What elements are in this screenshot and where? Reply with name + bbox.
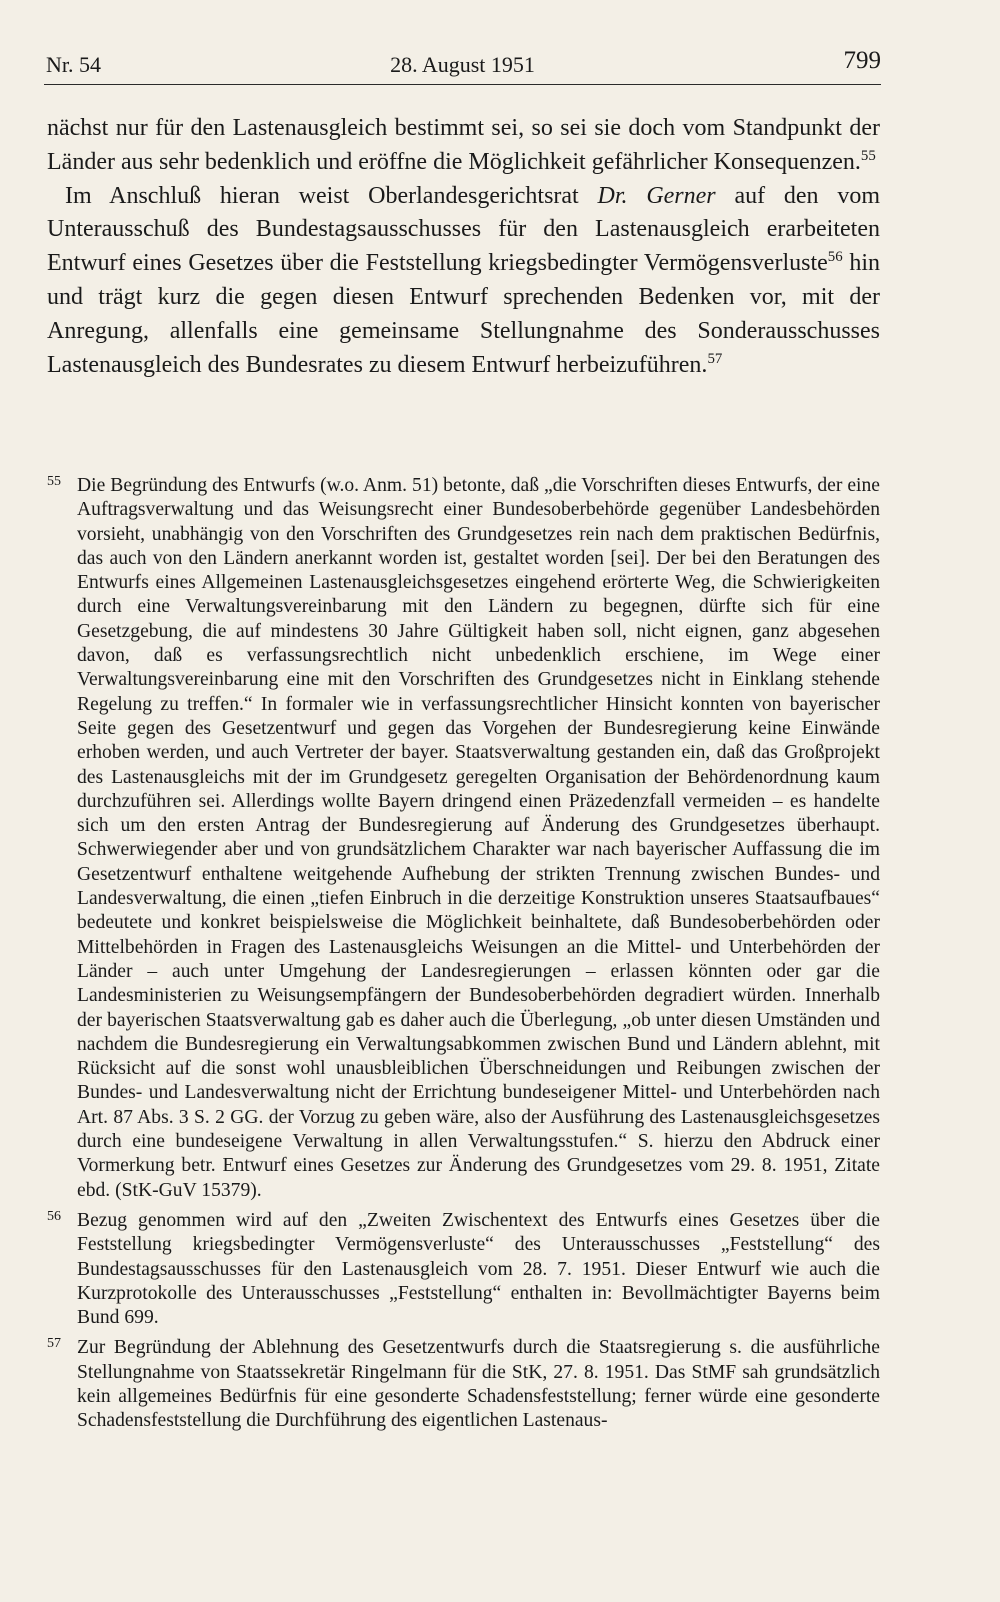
footnote-56 xyxy=(47,1209,880,1330)
footnote-55 xyxy=(47,474,880,1203)
paragraph-2 xyxy=(47,180,880,383)
running-header xyxy=(44,38,881,85)
paragraph-2-lead: Im Anschluß hieran weist Oberlandesgerichtsrat xyxy=(65,182,598,209)
document-number: Nr. 54 xyxy=(46,52,101,77)
footnote-ref-55: 55 xyxy=(860,147,876,164)
paragraph-2-tail: hin und trägt kurz die gegen diesen Entwurf sprechenden Bedenken vor, mit der Anregung, allenfalls eine gemeinsame Stellungnahme des Sonderausschusses Lastenausgleich des Bundesrates zu diesem Entwurf herbeizuführen. xyxy=(47,250,881,378)
footnote-ref-57: 57 xyxy=(707,350,723,367)
footnote-ref-56: 56 xyxy=(827,248,843,265)
footnote-text: Die Begründung des Entwurfs (w.o. Anm. 51) betonte, daß „die Vorschriften dieses Entwurfs, der eine Auftragsverwaltung und das Weisungsrecht einer Bundesoberbehörde gegenüber Landesbehörden vorsieht, unabhängig von den Vorschriften des Grundgesetzes rein nach dem praktischen Bedürfnis, das auch von den Ländern anerkannt worden ist, gestaltet worden [sei]. Der bei den Beratungen des Entwurfs eines Allgemeinen Lastenausgleichsgesetzes eingehend erörterte Weg, die Schwierigkeiten durch eine Verwaltungsvereinbarung mit den Ländern zu begegnen, dürfte sich für eine Gesetzgebung, die auf mindestens 30 Jahre Gültigkeit haben soll, nicht eignen, ganz abgesehen davon, daß es verfassungsrechtlich nicht unbedenklich erschiene, im Wege einer Verwaltungsvereinbarung eine mit den Vorschriften des Grundgesetzes nicht in Einklang stehende Regelung zu treffen.“ In formaler wie in verfassungsrechtlicher Hinsicht konnten von bayerischer Seite gegen des Gesetzentwurf und gegen das Vorgehen der Bundesregierung keine Einwände erhoben werden, und auch Vertreter der bayer. Staatsverwaltung gestanden ein, daß das Großprojekt des Lastenausgleichs mit der im Grundgesetz geregelten Organisation der Behördenordnung kaum durchzuführen sei. Allerdings wollte Bayern dringend einen Präzedenzfall vermeiden – es handelte sich um den ersten Antrag der Bundesregierung auf Änderung des Grundgesetzes überhaupt. Schwerwiegender aber und von grundsätzlichem Charakter war nach bayerischer Auffassung die im Gesetzentwurf enthaltene weitgehende Aufhebung der strikten Trennung zwischen Bundes- und Landesverwaltung, die einen „tiefen Einbruch in die derzeitige Konstruktion unseres Staatsaufbaues“ bedeutete und konkret beispielsweise die Möglichkeit beinhaltete, daß Bundesoberbehörden oder Mittelbehörden in Fragen des Lastenausgleichs Weisungen an die Mittel- und Unterbehörden der Länder – auch unter Umgehung der Landesregierungen – erlassen könnten oder gar die Landesministerien zu Weisungsempfängern der Bundesoberbehörden degradiert würden. Innerhalb der bayerischen Staatsverwaltung gab es daher auch die Überlegung, „ob unter diesen Umständen und nachdem die Bundesregierung ein Verwaltungsabkommen zwischen Bund und Ländern ablehnt, mit Rücksicht auf die sonst wohl unausbleiblichen Überschneidungen und Reibungen zwischen der Bundes- und Landesverwaltung nicht der Errichtung bundeseigener Mittel- und Unterbehörden nach Art. 87 Abs. 3 S. 2 GG. der Vorzug zu geben wäre, also der Ausführung des Lastenausgleichsgesetzes durch eine bundeseigene Verwaltung in allen Verwaltungsstufen.“ S. hierzu den Abdruck einer Vormerkung betr. Entwurf eines Gesetzes zur Änderung des Grundgesetzes vom 29. 8. 1951, Zitate ebd. (StK-GuV 15379). xyxy=(77,475,880,1201)
footnote-57 xyxy=(47,1336,880,1433)
footnotes xyxy=(47,474,880,1440)
footnote-number: 56 xyxy=(47,1208,61,1224)
main-text xyxy=(47,112,880,382)
footnote-number: 57 xyxy=(47,1336,61,1352)
footnote-text: Bezug genommen wird auf den „Zweiten Zwischentext des Entwurfs eines Gesetzes über die Feststellung kriegsbedingter Vermögensverluste“ des Unterausschusses „Feststellung“ des Bundestagsausschusses für den Lastenausgleich vom 28. 7. 1951. Dieser Entwurf wie auch die Kurzprotokolle des Unterausschusses „Feststellung“ enthalten in: Bevollmächtigter Bayerns beim Bund 699. xyxy=(77,1209,880,1329)
page-number: 799 xyxy=(843,47,881,74)
person-name: Dr. Gerner xyxy=(597,182,716,209)
footnote-text: Zur Begründung der Ablehnung des Gesetzentwurfs durch die Staatsregierung s. die ausführliche Stellungnahme von Staatssekretär Ringelmann für die StK, 27. 8. 1951. Das StMF sah grundsätzlich kein allgemeines Bedürfnis für eine gesonderte Schadensfeststellung; ferner würde eine gesonderte Schadensfeststellung die Durchführung des eigentlichen Lastenaus- xyxy=(77,1337,880,1432)
paragraph-1-text: nächst nur für den Lastenausgleich bestimmt sei, so sei sie doch vom Standpunkt der Länder aus sehr bedenklich und eröffne die Möglichkeit gefährlicher Konsequenzen. xyxy=(47,115,880,175)
footnote-number: 55 xyxy=(47,474,61,489)
header-date: 28. August 1951 xyxy=(390,52,535,77)
paragraph-1 xyxy=(47,112,880,180)
paragraph-2-mid: auf den vom Unterausschuß des Bundestagsausschusses für den Lastenausgleich erarbeiteten Entwurf eines Gesetzes über die Feststellung kriegsbedingter Vermögensverluste xyxy=(47,182,880,277)
